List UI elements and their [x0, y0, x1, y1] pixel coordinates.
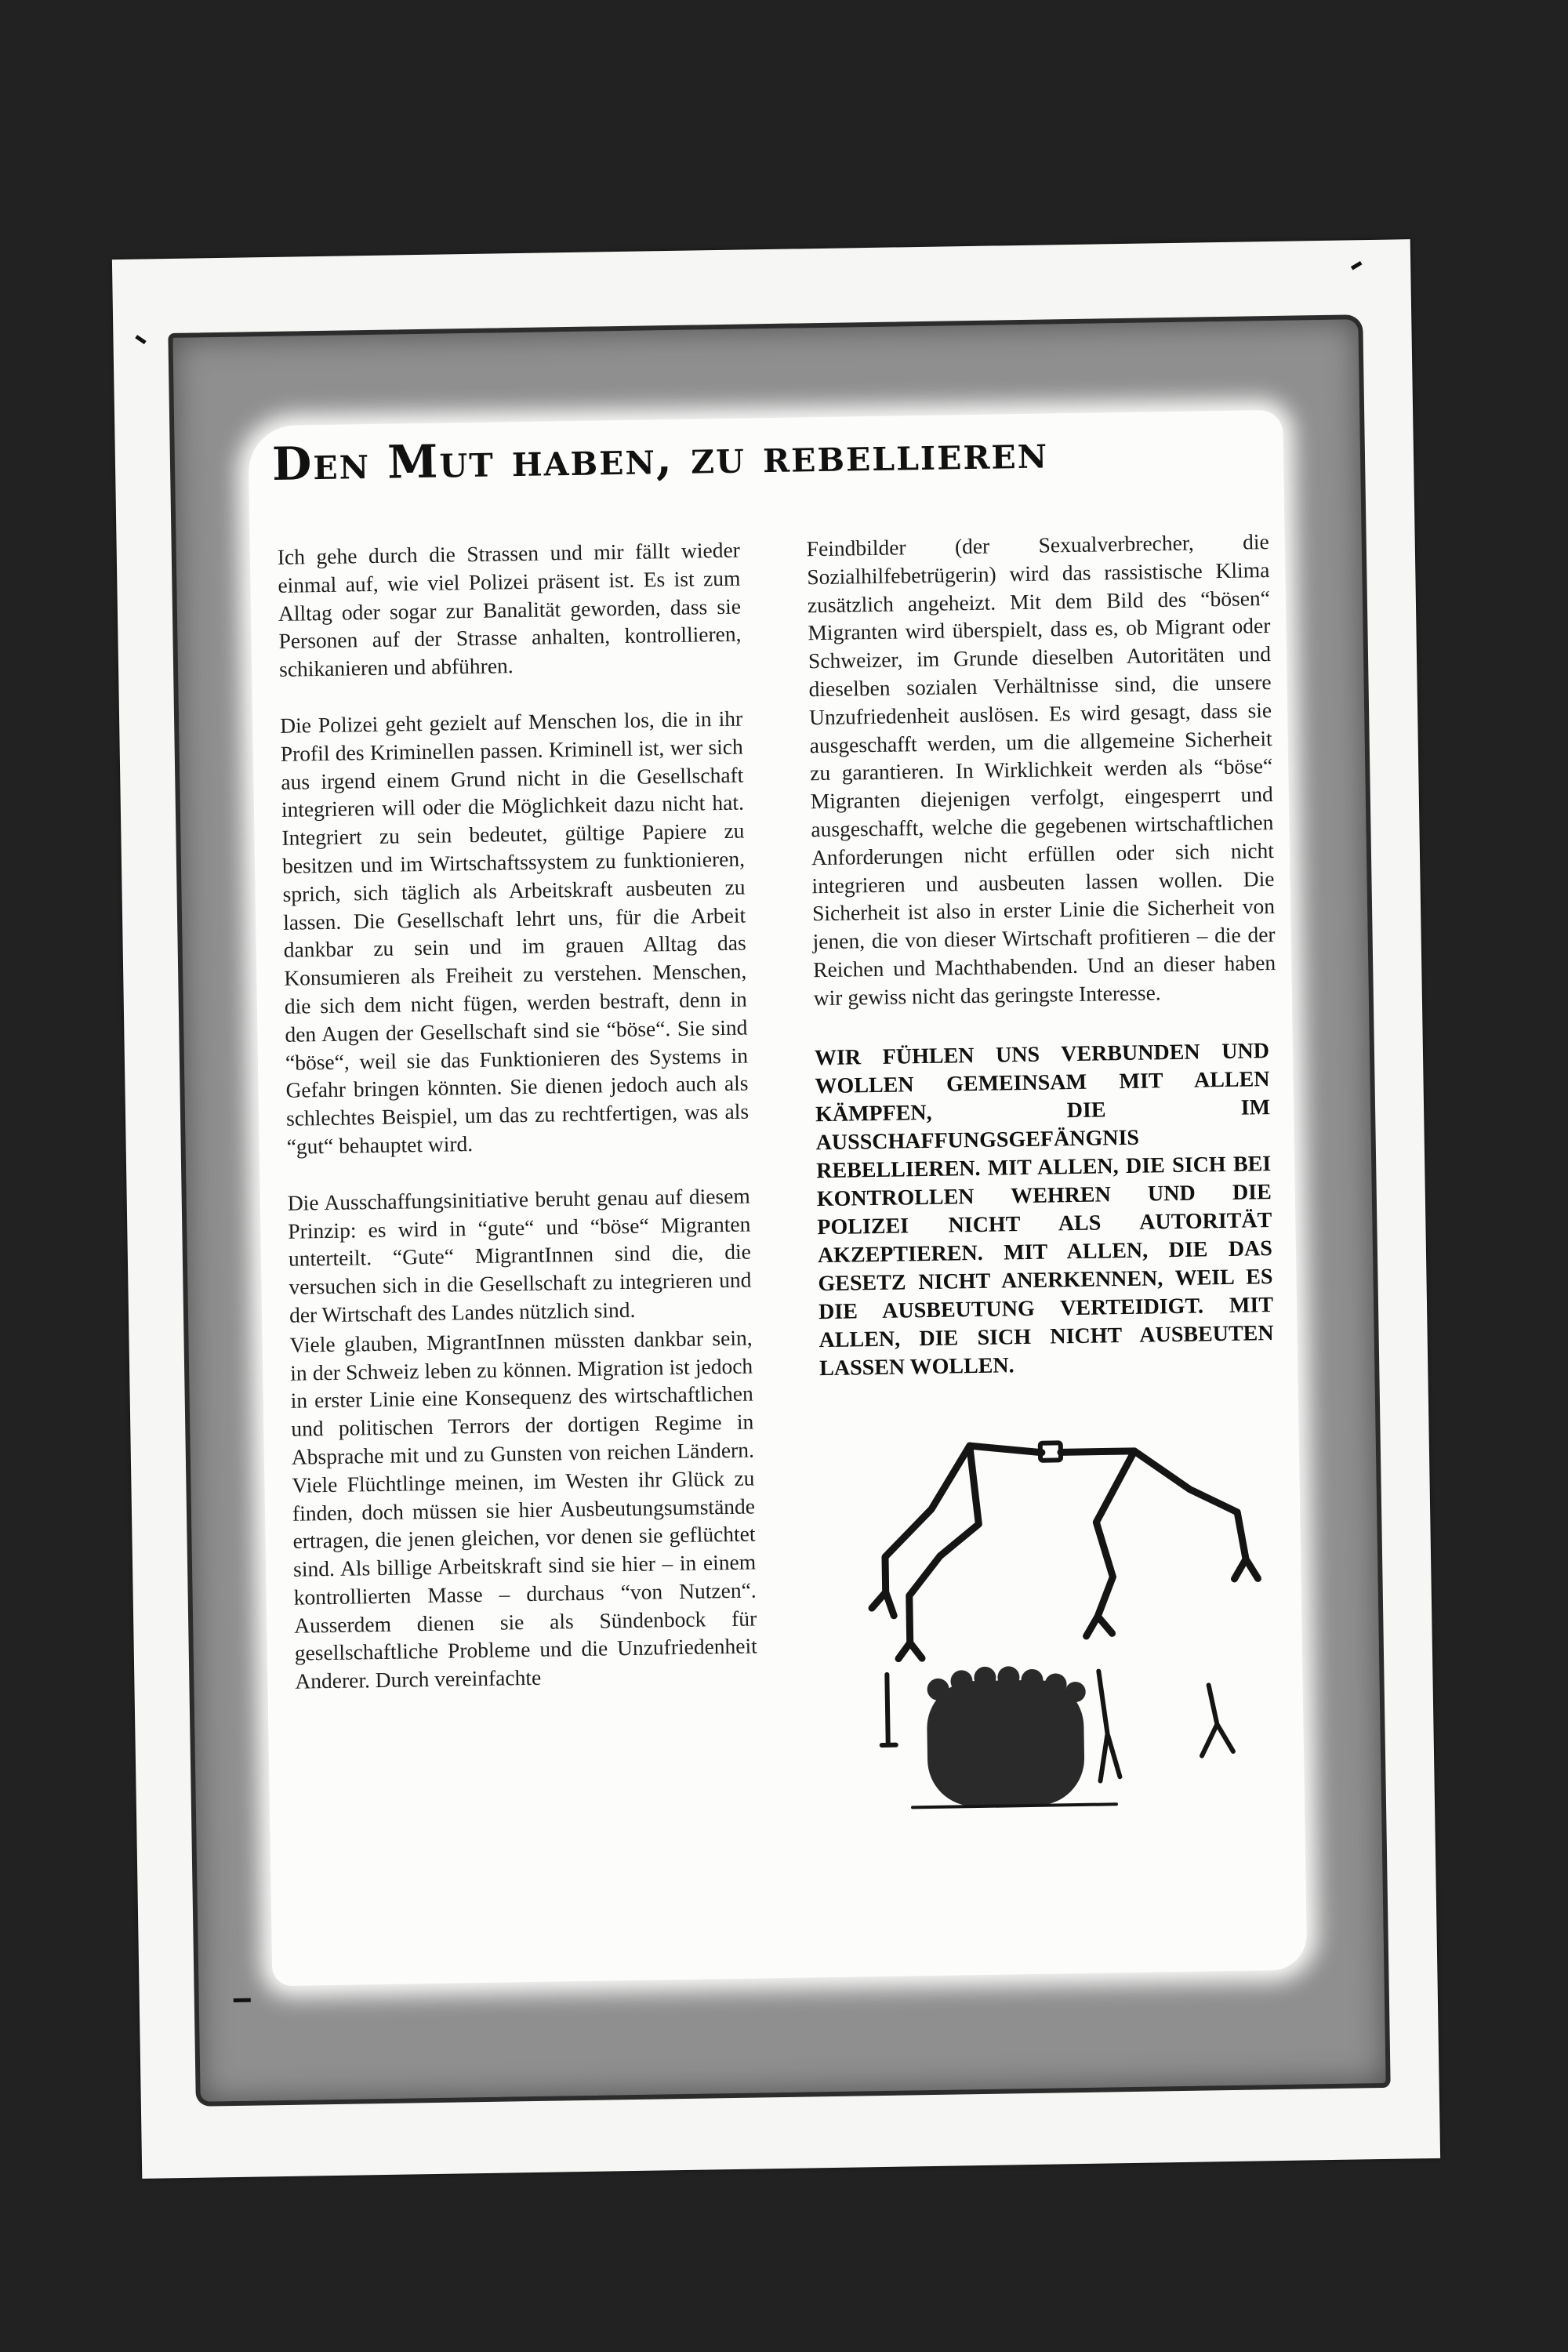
corner-mark [1351, 261, 1363, 270]
crane-claw-illustration [859, 1417, 1273, 1831]
edge-mark [234, 1998, 251, 2002]
paragraph: Feindbilder (der Sexualverbrecher, die Sozialhilfebetrügerin) wird das rassistische Klima zusätzlich angeheizt. Mit dem Bild des “bösen“ Migranten wird überspielt, dass es, ob Migrant oder Schweizer, im Grunde dieselben Autoritäten und dieselben sozialen Verhältnisse sind, die unsere Unzufriedenheit auslösen. Es wird gesagt, dass sie ausgeschafft werden, um die allgemeine Sicherheit zu garantieren. In Wirklichkeit werden als “böse“ Migranten diejenigen verfolgt, eingesperrt und ausgeschafft, welche die gegebenen wirtschaftlichen Anforderungen nicht erfüllen oder sich nicht integrieren und ausbeuten lassen wollen. Die Sicherheit ist also in erster Linie die Sicherheit von jenen, die von dieser Wirtschaft profitieren – die der Reichen und Machthabenden. Und an dieser haben wir gewiss nicht das geringste Interesse. [806, 529, 1276, 1010]
left-column [278, 536, 759, 1724]
paragraph: Die Polizei geht gezielt auf Menschen los, die in ihr Profil des Kriminellen passen. Kriminell ist, wer sich aus irgend einem Grund nicht in die Gesellschaft integrieren will oder die Möglichkeit dazu nicht hat. Integriert zu sein bedeutet, gültige Papiere zu besitzen und im Wirtschaftssystem zu funktionieren, sprich, sich täglich als Arbeitskraft ausbeuten zu lassen. Die Gesellschaft lehrt uns, für die Arbeit dankbar zu sein und im grauen Alltag das Konsumieren als Freiheit zu verstehen. Menschen, die sich dem nicht fügen, werden bestraft, denn in den Augen der Gesellschaft sind sie “böse“. Sie sind “böse“, weil sie das Funktionieren des Systems in Gefahr bringen könnten. Sie dienen jedoch auch als schlechtes Beispiel, um das zu rechtfertigen, was als “gut“ behauptet wird. [279, 706, 750, 1159]
corner-mark [135, 335, 146, 344]
leaflet-headline: Den Mut haben, zu rebellieren [271, 425, 1049, 491]
right-column [807, 528, 1277, 1040]
leaflet-paper [112, 239, 1440, 2179]
paragraph: Ich gehe durch die Strassen und mir fällt wieder einmal auf, wie viel Polizei präsent ist. Es ist zum Alltag oder sogar zur Banalität geworden, dass sie Personen auf der Strasse anhalten, kontrollieren, schikanieren und abführen. [277, 537, 742, 682]
call-to-action: WIR FÜHLEN UNS VERBUNDEN UND WOLLEN GEMEINSAM MIT ALLEN KÄMPFEN, DIE IM AUSSCHAFFUNGSGEFÄNGNIS REBELLIEREN. MIT ALLEN, DIE SICH BEI KONTROLLEN WEHREN UND DIE POLIZEI NICHT ALS AUTORITÄT AKZEPTIEREN. MIT ALLEN, DIE DAS GESETZ NICHT ANERKENNEN, WEIL ES DIE AUSBEUTUNG VERTEIDIGT. MIT ALLEN, DIE SICH NICHT AUSBEUTEN LASSEN WOLLEN. [814, 1039, 1274, 1381]
paragraph: Die Ausschaffungsinitiative beruht genau auf diesem Prinzip: es wird in “gute“ und “böse“ Migranten unterteilt. “Gute“ MigrantInnen sind die, die versuchen sich in die Gesellschaft zu integrieren und der Wirtschaft des Landes nützlich sind. [287, 1183, 752, 1327]
paragraph: Viele glauben, MigrantInnen müssten dankbar sein, in der Schweiz leben zu können. Migration ist jedoch in erster Linie eine Konsequenz des wirtschaftlichen und politischen Terrors der dortigen Regime in Absprache mit und zu Gunsten von reichen Ländern. Viele Flüchtlinge meinen, im Westen ihr Glück zu finden, doch müssen sie hier Ausbeutungsumstände ertragen, die jenen gleichen, vor denen sie geflüchtet sind. Als billige Arbeitskraft sind sie hier – in einem kontrollierten Masse – durchaus “von Nutzen“. Ausserdem dienen sie als Sündenbock für gesellschaftliche Probleme und die Unzufriedenheit Anderer. Durch vereinfachte [289, 1325, 757, 1693]
